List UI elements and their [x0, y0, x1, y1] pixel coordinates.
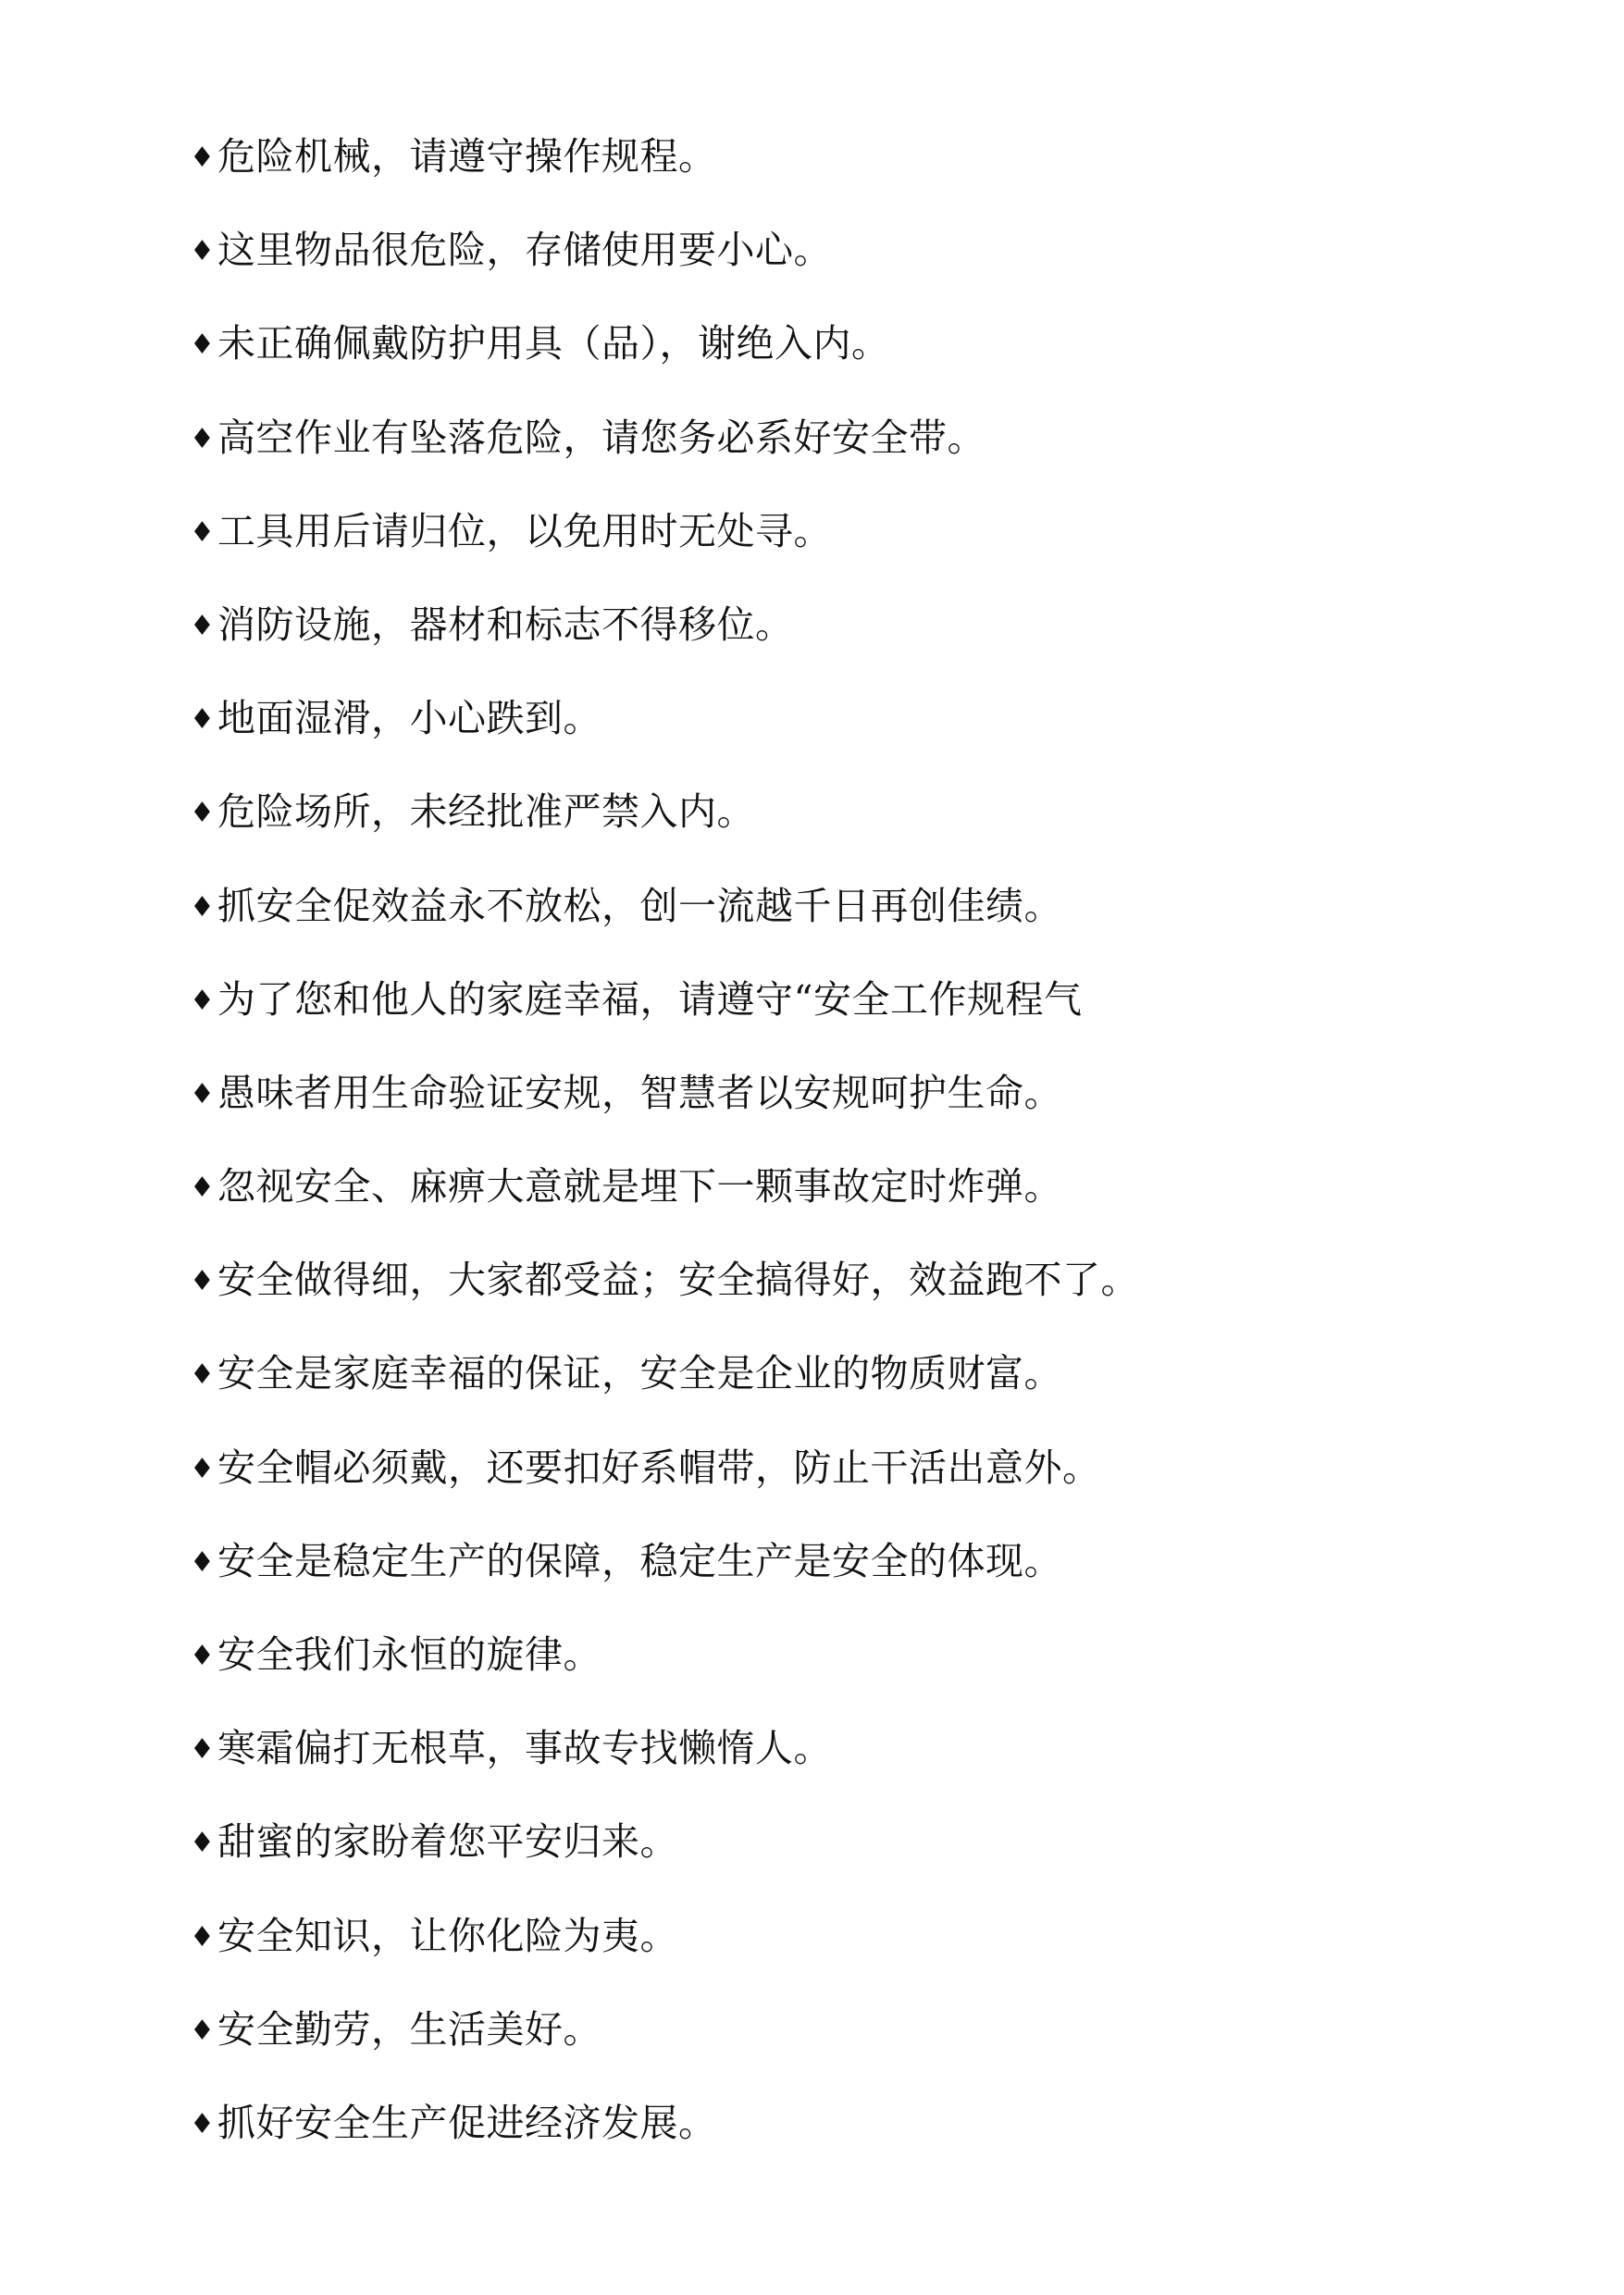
diamond-bullet-icon: ♦ — [190, 422, 216, 455]
list-item — [190, 1808, 1139, 1902]
list-item — [190, 685, 1139, 778]
diamond-bullet-icon: ♦ — [190, 2107, 216, 2140]
diamond-bullet-icon: ♦ — [190, 1358, 216, 1392]
list-item — [190, 1153, 1139, 1247]
slogan-text: 抓安全促效益永不放松，创一流越千日再创佳绩。 — [217, 883, 1062, 928]
diamond-bullet-icon: ♦ — [190, 1077, 216, 1110]
slogan-text: 消防设施，器材和标志不得移位。 — [217, 602, 794, 647]
diamond-bullet-icon: ♦ — [190, 609, 216, 642]
list-item — [190, 1340, 1139, 1433]
diamond-bullet-icon: ♦ — [190, 329, 216, 362]
list-item — [190, 1996, 1139, 2090]
diamond-bullet-icon: ♦ — [190, 235, 216, 268]
slogan-text: 愚味者用生命验证安规，智慧者以安规呵护生命。 — [217, 1070, 1062, 1115]
slogan-text: 安全知识，让你化险为夷。 — [217, 1913, 678, 1958]
slogan-text: 安全帽必须戴，还要扣好系帽带，防止干活出意外。 — [217, 1445, 1101, 1490]
diamond-bullet-icon: ♦ — [190, 1545, 216, 1579]
slogan-list — [190, 123, 1139, 2183]
slogan-text: 危险场所，未经批准严禁入内。 — [217, 789, 755, 835]
list-item — [190, 966, 1139, 1060]
slogan-text: 安全勤劳，生活美好。 — [217, 2006, 601, 2052]
diamond-bullet-icon: ♦ — [190, 1265, 216, 1298]
slogan-text: 甜蜜的家盼着您平安归来。 — [217, 1819, 678, 1865]
slogan-text: 这里物品很危险，存储使用要小心。 — [217, 228, 832, 273]
diamond-bullet-icon: ♦ — [190, 1640, 216, 1672]
slogan-text: 忽视安全、麻痹大意就是埋下一颗事故定时炸弹。 — [217, 1164, 1062, 1210]
list-item — [190, 1715, 1139, 1808]
slogan-text: 未正确佩戴防护用具（品），谢绝入内。 — [217, 321, 890, 366]
list-item — [190, 1903, 1139, 1996]
list-item — [190, 310, 1139, 403]
list-item — [190, 2090, 1139, 2183]
diamond-bullet-icon: ♦ — [190, 703, 216, 737]
slogan-text: 安全是家庭幸福的保证，安全是企业的物质财富。 — [217, 1351, 1062, 1396]
list-item — [190, 1434, 1139, 1528]
list-item — [190, 591, 1139, 685]
list-item — [190, 404, 1139, 498]
list-item — [190, 1060, 1139, 1153]
list-item — [190, 1247, 1139, 1340]
list-item — [190, 123, 1139, 217]
slogan-text: 寒霜偏打无根草，事故专找懒惰人。 — [217, 1726, 832, 1771]
diamond-bullet-icon: ♦ — [190, 984, 216, 1017]
diamond-bullet-icon: ♦ — [190, 2014, 216, 2047]
list-item — [190, 873, 1139, 966]
diamond-bullet-icon: ♦ — [190, 1827, 216, 1860]
diamond-bullet-icon: ♦ — [190, 1920, 216, 1954]
diamond-bullet-icon: ♦ — [190, 1733, 216, 1767]
slogan-text: 抓好安全生产促进经济发展。 — [217, 2100, 717, 2145]
slogan-text: 地面湿滑，小心跌到。 — [217, 696, 601, 741]
slogan-text: 安全做得细，大家都受益；安全搞得好，效益跑不了。 — [217, 1258, 1139, 1303]
list-item — [190, 778, 1139, 872]
slogan-text: 安全是稳定生产的保障，稳定生产是安全的体现。 — [217, 1538, 1062, 1583]
slogan-text: 高空作业有坠落危险，请您务必系好安全带。 — [217, 415, 986, 460]
diamond-bullet-icon: ♦ — [190, 1452, 216, 1485]
list-item — [190, 217, 1139, 310]
slogan-text: 安全我们永恒的旋律。 — [217, 1632, 601, 1677]
list-item — [190, 1621, 1139, 1715]
diamond-bullet-icon: ♦ — [190, 890, 216, 924]
slogan-text: 危险机械，请遵守操作规程。 — [217, 134, 717, 179]
slogan-text: 为了您和他人的家庭幸福，请遵守“安全工作规程气 — [217, 976, 1083, 1022]
diamond-bullet-icon: ♦ — [190, 515, 216, 549]
list-item — [190, 498, 1139, 591]
diamond-bullet-icon: ♦ — [190, 1172, 216, 1205]
diamond-bullet-icon: ♦ — [190, 797, 216, 830]
diamond-bullet-icon: ♦ — [190, 142, 216, 174]
list-item — [190, 1528, 1139, 1621]
slogan-text: 工具用后请归位，以免用时无处寻。 — [217, 508, 832, 553]
